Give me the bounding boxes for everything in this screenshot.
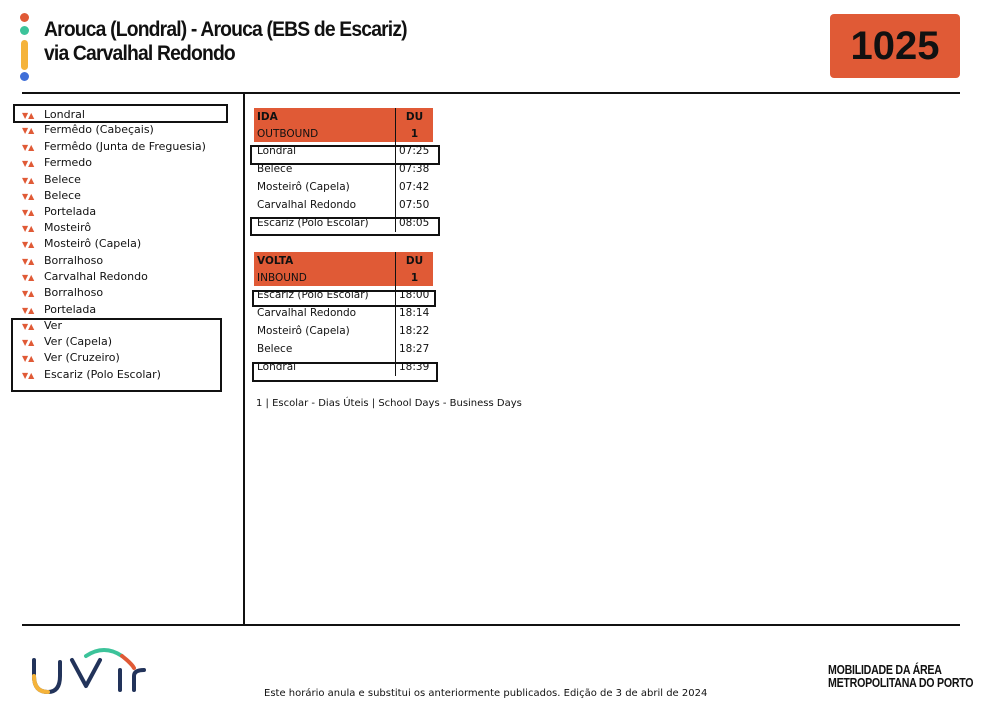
stop-item — [22, 204, 96, 220]
stop-name: Ver (Cruzeiro) — [44, 351, 120, 364]
row-stop: Mosteirô (Capela) — [257, 325, 350, 337]
stop-name: Belece — [44, 173, 81, 186]
row-time: 07:25 — [396, 142, 434, 160]
stop-item — [22, 139, 206, 155]
page-title — [44, 18, 407, 66]
table-row — [254, 322, 433, 340]
direction-arrows-icon: ▼▲ — [22, 143, 35, 152]
direction-arrows-icon: ▼▲ — [22, 289, 35, 298]
stop-name: Portelada — [44, 205, 97, 218]
outbound-column-note: 1 — [396, 125, 434, 142]
direction-arrows-icon: ▼▲ — [22, 192, 35, 201]
stop-item — [22, 172, 81, 188]
stop-item — [22, 122, 154, 138]
inbound-subheader-row — [254, 269, 433, 286]
outbound-subheader-row — [254, 125, 433, 142]
row-time: 08:05 — [396, 214, 434, 232]
row-highlight-frame — [252, 290, 436, 307]
stop-name: Escariz (Polo Escolar) — [44, 368, 161, 381]
organization-name — [828, 664, 973, 690]
row-time: 07:50 — [396, 196, 434, 214]
outbound-label: IDA — [254, 108, 396, 125]
stop-name: Mosteirô (Capela) — [44, 237, 142, 250]
direction-arrows-icon: ▼▲ — [22, 159, 35, 168]
stop-item — [22, 236, 141, 252]
row-time: 18:27 — [396, 340, 434, 358]
stop-item — [22, 302, 96, 318]
direction-arrows-icon: ▼▲ — [22, 176, 35, 185]
row-stop: Belece — [257, 163, 293, 175]
stop-item — [22, 269, 148, 285]
row-time: 07:42 — [396, 178, 434, 196]
row-time: 18:00 — [396, 286, 434, 304]
stop-item — [22, 220, 91, 236]
direction-arrows-icon: ▼▲ — [22, 338, 35, 347]
outbound-timetable — [254, 108, 433, 232]
edition-note: Este horário anula e substitui os anteriormente publicados. Edição de 3 de abril de 2024 — [264, 688, 708, 699]
direction-arrows-icon: ▼▲ — [22, 306, 35, 315]
stop-item — [22, 155, 92, 171]
stop-name: Fermêdo (Junta de Freguesia) — [44, 140, 206, 153]
stop-name: Carvalhal Redondo — [44, 270, 148, 283]
service-legend: 1 | Escolar - Dias Úteis | School Days - Business Days — [256, 398, 522, 409]
org-line-1: MOBILIDADE DA ÁREA — [828, 663, 942, 677]
direction-arrows-icon: ▼▲ — [22, 224, 35, 233]
direction-arrows-icon: ▼▲ — [22, 208, 35, 217]
row-stop: Belece — [257, 343, 293, 355]
table-row — [254, 340, 433, 358]
stop-item — [22, 188, 81, 204]
unir-logo-icon — [30, 646, 152, 700]
direction-arrows-icon: ▼▲ — [22, 322, 35, 331]
stop-name: Londral — [44, 108, 85, 121]
stop-name: Portelada — [44, 303, 97, 316]
row-stop: Carvalhal Redondo — [257, 307, 357, 319]
outbound-column-label: DU — [396, 108, 434, 125]
direction-arrows-icon: ▼▲ — [22, 273, 35, 282]
top-divider — [22, 92, 960, 94]
stop-name: Ver (Capela) — [44, 335, 113, 348]
stop-highlight-frame — [11, 318, 222, 392]
org-line-2: METROPOLITANA DO PORTO — [828, 676, 974, 690]
row-stop: Escariz (Polo Escolar) — [257, 217, 369, 229]
stop-item — [22, 285, 103, 301]
row-stop: Londral — [257, 361, 297, 373]
row-stop: Londral — [257, 145, 297, 157]
row-highlight-frame — [250, 145, 440, 165]
direction-arrows-icon: ▼▲ — [22, 111, 35, 120]
inbound-column-note: 1 — [396, 269, 434, 286]
direction-arrows-icon: ▼▲ — [22, 371, 35, 380]
stop-name: Fermedo — [44, 156, 93, 169]
stop-name: Belece — [44, 189, 81, 202]
row-stop: Carvalhal Redondo — [257, 199, 357, 211]
direction-arrows-icon: ▼▲ — [22, 257, 35, 266]
stop-name: Mosteirô — [44, 221, 92, 234]
row-time: 07:38 — [396, 160, 434, 178]
title-line-2: via Carvalhal Redondo — [44, 42, 235, 65]
bottom-divider — [22, 624, 960, 626]
route-number-badge: 1025 — [830, 14, 960, 78]
inbound-label: VOLTA — [254, 252, 396, 269]
stop-name: Ver — [44, 319, 62, 332]
stop-item — [22, 253, 103, 269]
outbound-header-row — [254, 108, 433, 125]
stop-name: Borralhoso — [44, 286, 104, 299]
outbound-label-en: OUTBOUND — [254, 125, 396, 142]
row-highlight-frame — [250, 217, 440, 236]
row-stop: Mosteirô (Capela) — [257, 181, 350, 193]
inbound-label-en: INBOUND — [254, 269, 396, 286]
row-time: 18:22 — [396, 322, 434, 340]
inbound-timetable — [254, 252, 433, 376]
title-line-1: Arouca (Londral) - Arouca (EBS de Escariz) — [44, 18, 407, 41]
direction-arrows-icon: ▼▲ — [22, 126, 35, 135]
table-row — [254, 196, 433, 214]
row-stop: Escariz (Polo Escolar) — [257, 289, 369, 301]
inbound-header-row — [254, 252, 433, 269]
row-time: 18:14 — [396, 304, 434, 322]
table-row — [254, 178, 433, 196]
column-divider — [243, 93, 245, 625]
stop-highlight-frame — [13, 104, 228, 123]
stop-name: Fermêdo (Cabeçais) — [44, 123, 154, 136]
row-highlight-frame — [252, 362, 438, 382]
inbound-column-label: DU — [396, 252, 434, 269]
row-time: 18:39 — [396, 358, 434, 376]
direction-arrows-icon: ▼▲ — [22, 354, 35, 363]
direction-arrows-icon: ▼▲ — [22, 240, 35, 249]
stop-name: Borralhoso — [44, 254, 104, 267]
